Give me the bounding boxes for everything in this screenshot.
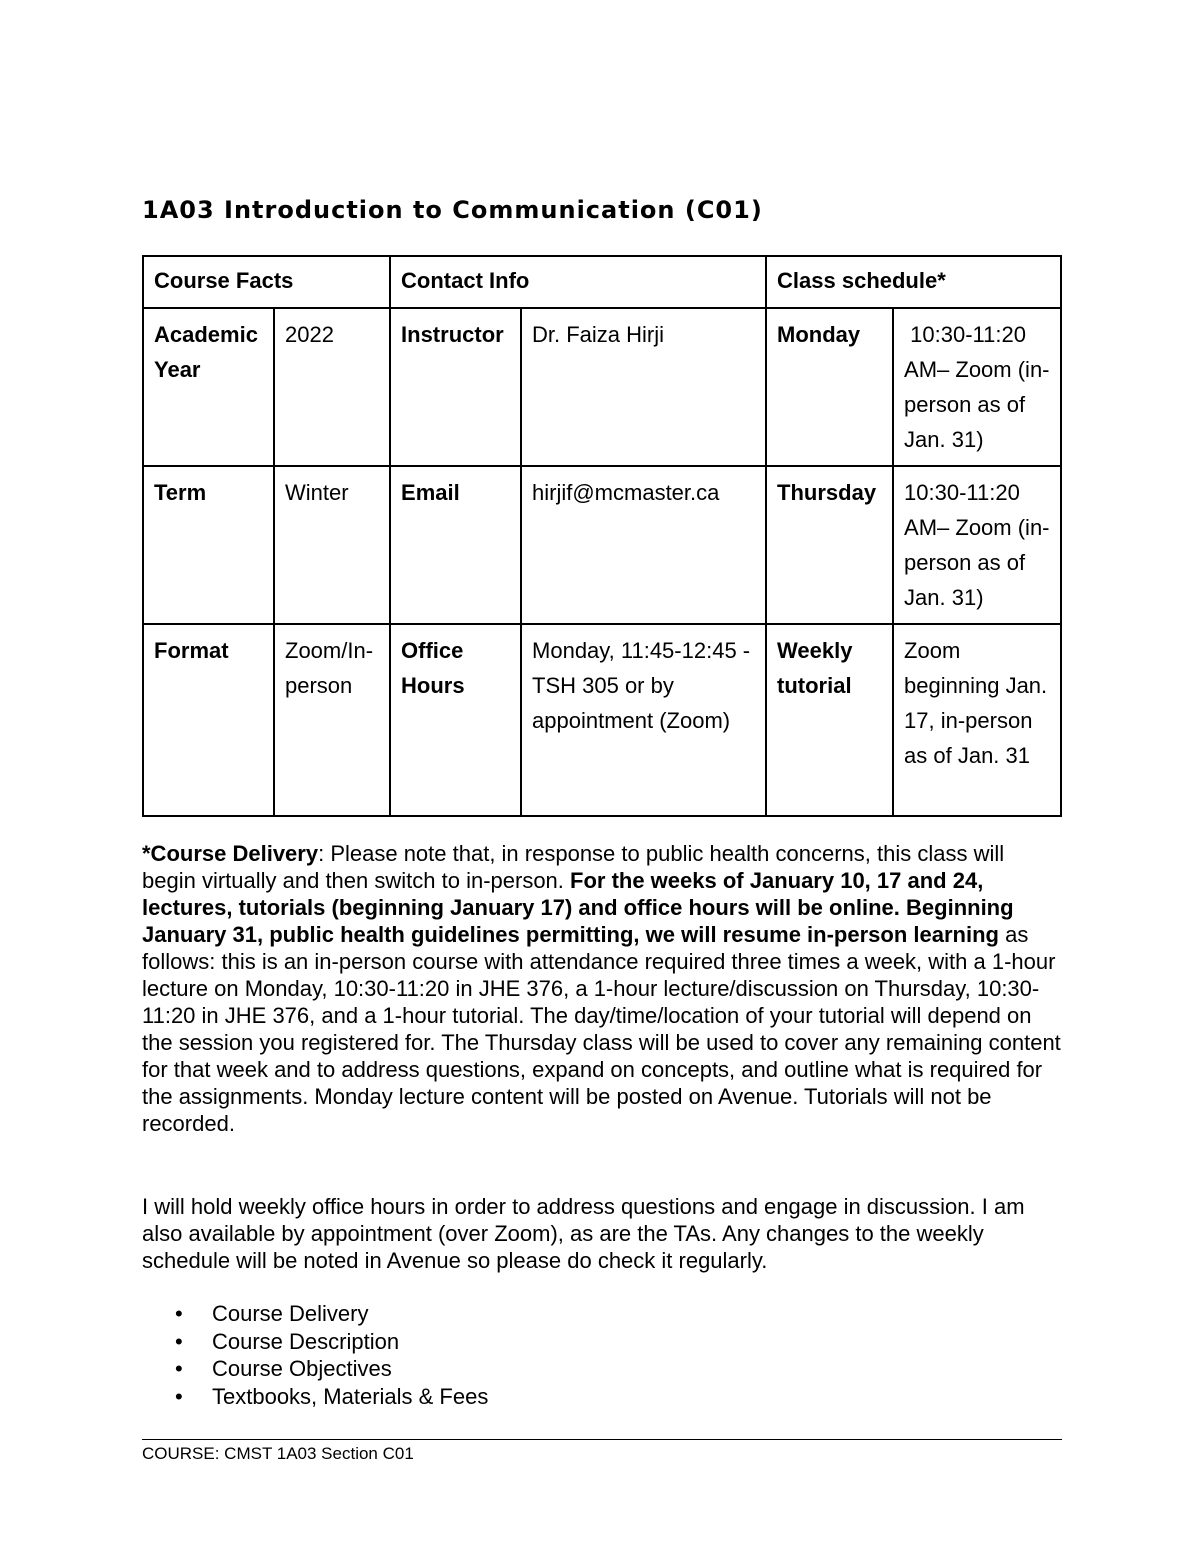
delivery-bold-text: For the weeks of January 10, 17 and 24, lectures, tutorials (beginning January 17) and office hours will be online. Beginning January 31, public health guidelines permitting, we will resume in-person learning [142,868,1014,947]
email-link[interactable]: hirjif@mcmaster.ca [521,466,766,624]
fact-label: Term [143,466,274,624]
course-delivery-paragraph [142,840,1062,1137]
contact-label: Instructor [390,308,521,466]
list-item[interactable] [142,1328,488,1356]
bullet-icon: • [175,1328,183,1354]
schedule-label: Weekly tutorial [766,624,893,816]
footer-divider [142,1439,1062,1440]
schedule-label: Monday [766,308,893,466]
link-textbooks-materials-fees[interactable]: Textbooks, Materials & Fees [212,1383,489,1409]
fact-value: Winter [274,466,390,624]
fact-label: Academic Year [143,308,274,466]
table-row [143,624,1061,816]
fact-label: Format [143,624,274,816]
table-row [143,466,1061,624]
schedule-value: 10:30-11:20 AM– Zoom (in-person as of Jan. 31) [893,308,1061,466]
table-row [143,308,1061,466]
list-item[interactable] [142,1300,488,1328]
delivery-text: : Please note that, in response to public health concerns, this class will begin virtually and then switch to in-person. [142,841,1005,893]
table-header-row [143,256,1061,308]
fact-value: 2022 [274,308,390,466]
schedule-label: Thursday [766,466,893,624]
bullet-icon: • [175,1301,183,1326]
contact-value: Monday, 11:45-12:45 - TSH 305 or by appointment (Zoom) [521,624,766,816]
course-delivery-label: *Course Delivery [142,841,319,866]
list-item[interactable] [142,1355,488,1383]
schedule-value: 10:30-11:20 AM– Zoom (in-person as of Jan. 31) [893,466,1061,624]
page-footer: COURSE: CMST 1A03 Section C01 [142,1444,414,1463]
link-course-objectives[interactable]: Course Objectives [212,1356,392,1381]
fact-value: Zoom/In-person [274,624,390,816]
contact-label: Email [390,466,521,624]
schedule-value: Zoom beginning Jan. 17, in-person as of Jan. 31 [893,624,1061,816]
link-course-description[interactable]: Course Description [212,1328,400,1354]
header-course-facts: Course Facts [143,256,390,308]
bullet-icon: • [175,1356,183,1381]
link-course-delivery[interactable]: Course Delivery [212,1301,369,1326]
bullet-icon: • [175,1383,183,1409]
page-title: 1A03 Introduction to Communication (C01) [142,196,763,224]
header-contact-info: Contact Info [390,256,766,308]
office-hours-paragraph: I will hold weekly office hours in order to address questions and engage in discussion. I am also available by appointment (over Zoom), as are the TAs. Any changes to the weekly schedule will be noted in Avenue so please do check it regularly. [142,1194,1025,1273]
section-link-list [142,1300,488,1410]
contact-value: Dr. Faiza Hirji [521,308,766,466]
header-class-schedule: Class schedule* [766,256,1061,308]
delivery-text-continued: as follows: this is an in-person course with attendance required three times a week, with a 1-hour lecture on Monday, 10:30-11:20 in JHE 376, a 1-hour lecture/discussion on Thursday, 10:30-11:20 in JHE 376, and a 1-hour tutorial. The day/time/location of your tutorial will depend on the session you registered for. The Thursday class will be used to cover any remaining content for that week and to address questions, expand on concepts, and outline what is required for the assignments. Monday lecture content will be posted on Avenue. Tutorials will not be recorded. [142,922,1061,1136]
course-info-table [142,255,1062,817]
contact-label: Office Hours [390,624,521,816]
list-item[interactable] [142,1383,488,1411]
